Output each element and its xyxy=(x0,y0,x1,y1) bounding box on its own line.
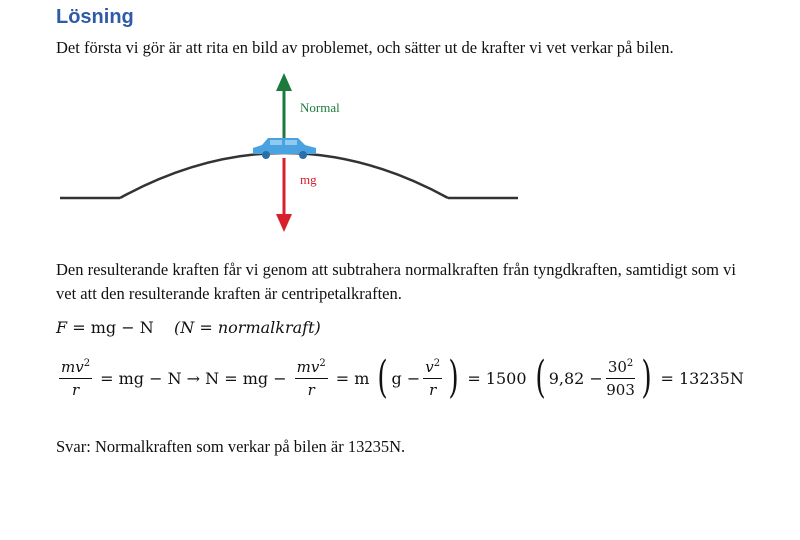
fraction-mv2-r-2: $\frac{mv^2}{r}$ xyxy=(296,357,326,399)
gravity-label: mg xyxy=(300,172,317,187)
right-paren-2: ) xyxy=(641,352,653,403)
eq1-rhs: = mg − N xyxy=(72,318,154,337)
eq1-lhs: F xyxy=(56,318,68,337)
fraction-v2-r: $\frac{v^2}{r}$ xyxy=(425,357,441,399)
gravity-force-arrow xyxy=(276,158,292,232)
eq2-part1: = mg − N → N = mg − xyxy=(100,368,287,388)
explanation-text: Den resulterande kraften får vi genom att subtrahera normalkraften från tyngdkraften, samtidigt som vi vet att den resulterande kraften är centripetalkraften. xyxy=(56,260,736,303)
equation-2 xyxy=(56,350,749,406)
section-heading: Lösning xyxy=(56,6,134,28)
eq2-g: g − xyxy=(391,368,421,388)
left-paren-2: ( xyxy=(534,352,546,403)
eq2-result: = 13235N xyxy=(660,368,744,388)
fraction-30sq-903: $\frac{30^2}{903}$ xyxy=(606,357,635,399)
intro-text: Det första vi gör är att rita en bild av problemet, och sätter ut de krafter vi vet verkar på bilen. xyxy=(56,38,674,57)
eq2-part2: = m xyxy=(335,368,370,388)
eq2-value: 9,82 − xyxy=(548,368,603,388)
road xyxy=(60,153,518,198)
eq1-note: (N = normalkraft) xyxy=(174,318,321,337)
eq2-part3: = 1500 xyxy=(467,368,527,388)
answer-text: Svar: Normalkraften som verkar på bilen är 13235N. xyxy=(56,437,406,456)
force-diagram xyxy=(0,0,800,250)
equation-1 xyxy=(56,318,321,337)
right-paren: ) xyxy=(448,352,459,403)
fraction-mv2-r: $\frac{mv^2}{r}$ xyxy=(61,357,91,399)
car-icon xyxy=(253,138,316,159)
normal-force-arrow xyxy=(276,73,292,138)
normal-label: Normal xyxy=(300,100,340,115)
left-paren: ( xyxy=(377,352,389,403)
